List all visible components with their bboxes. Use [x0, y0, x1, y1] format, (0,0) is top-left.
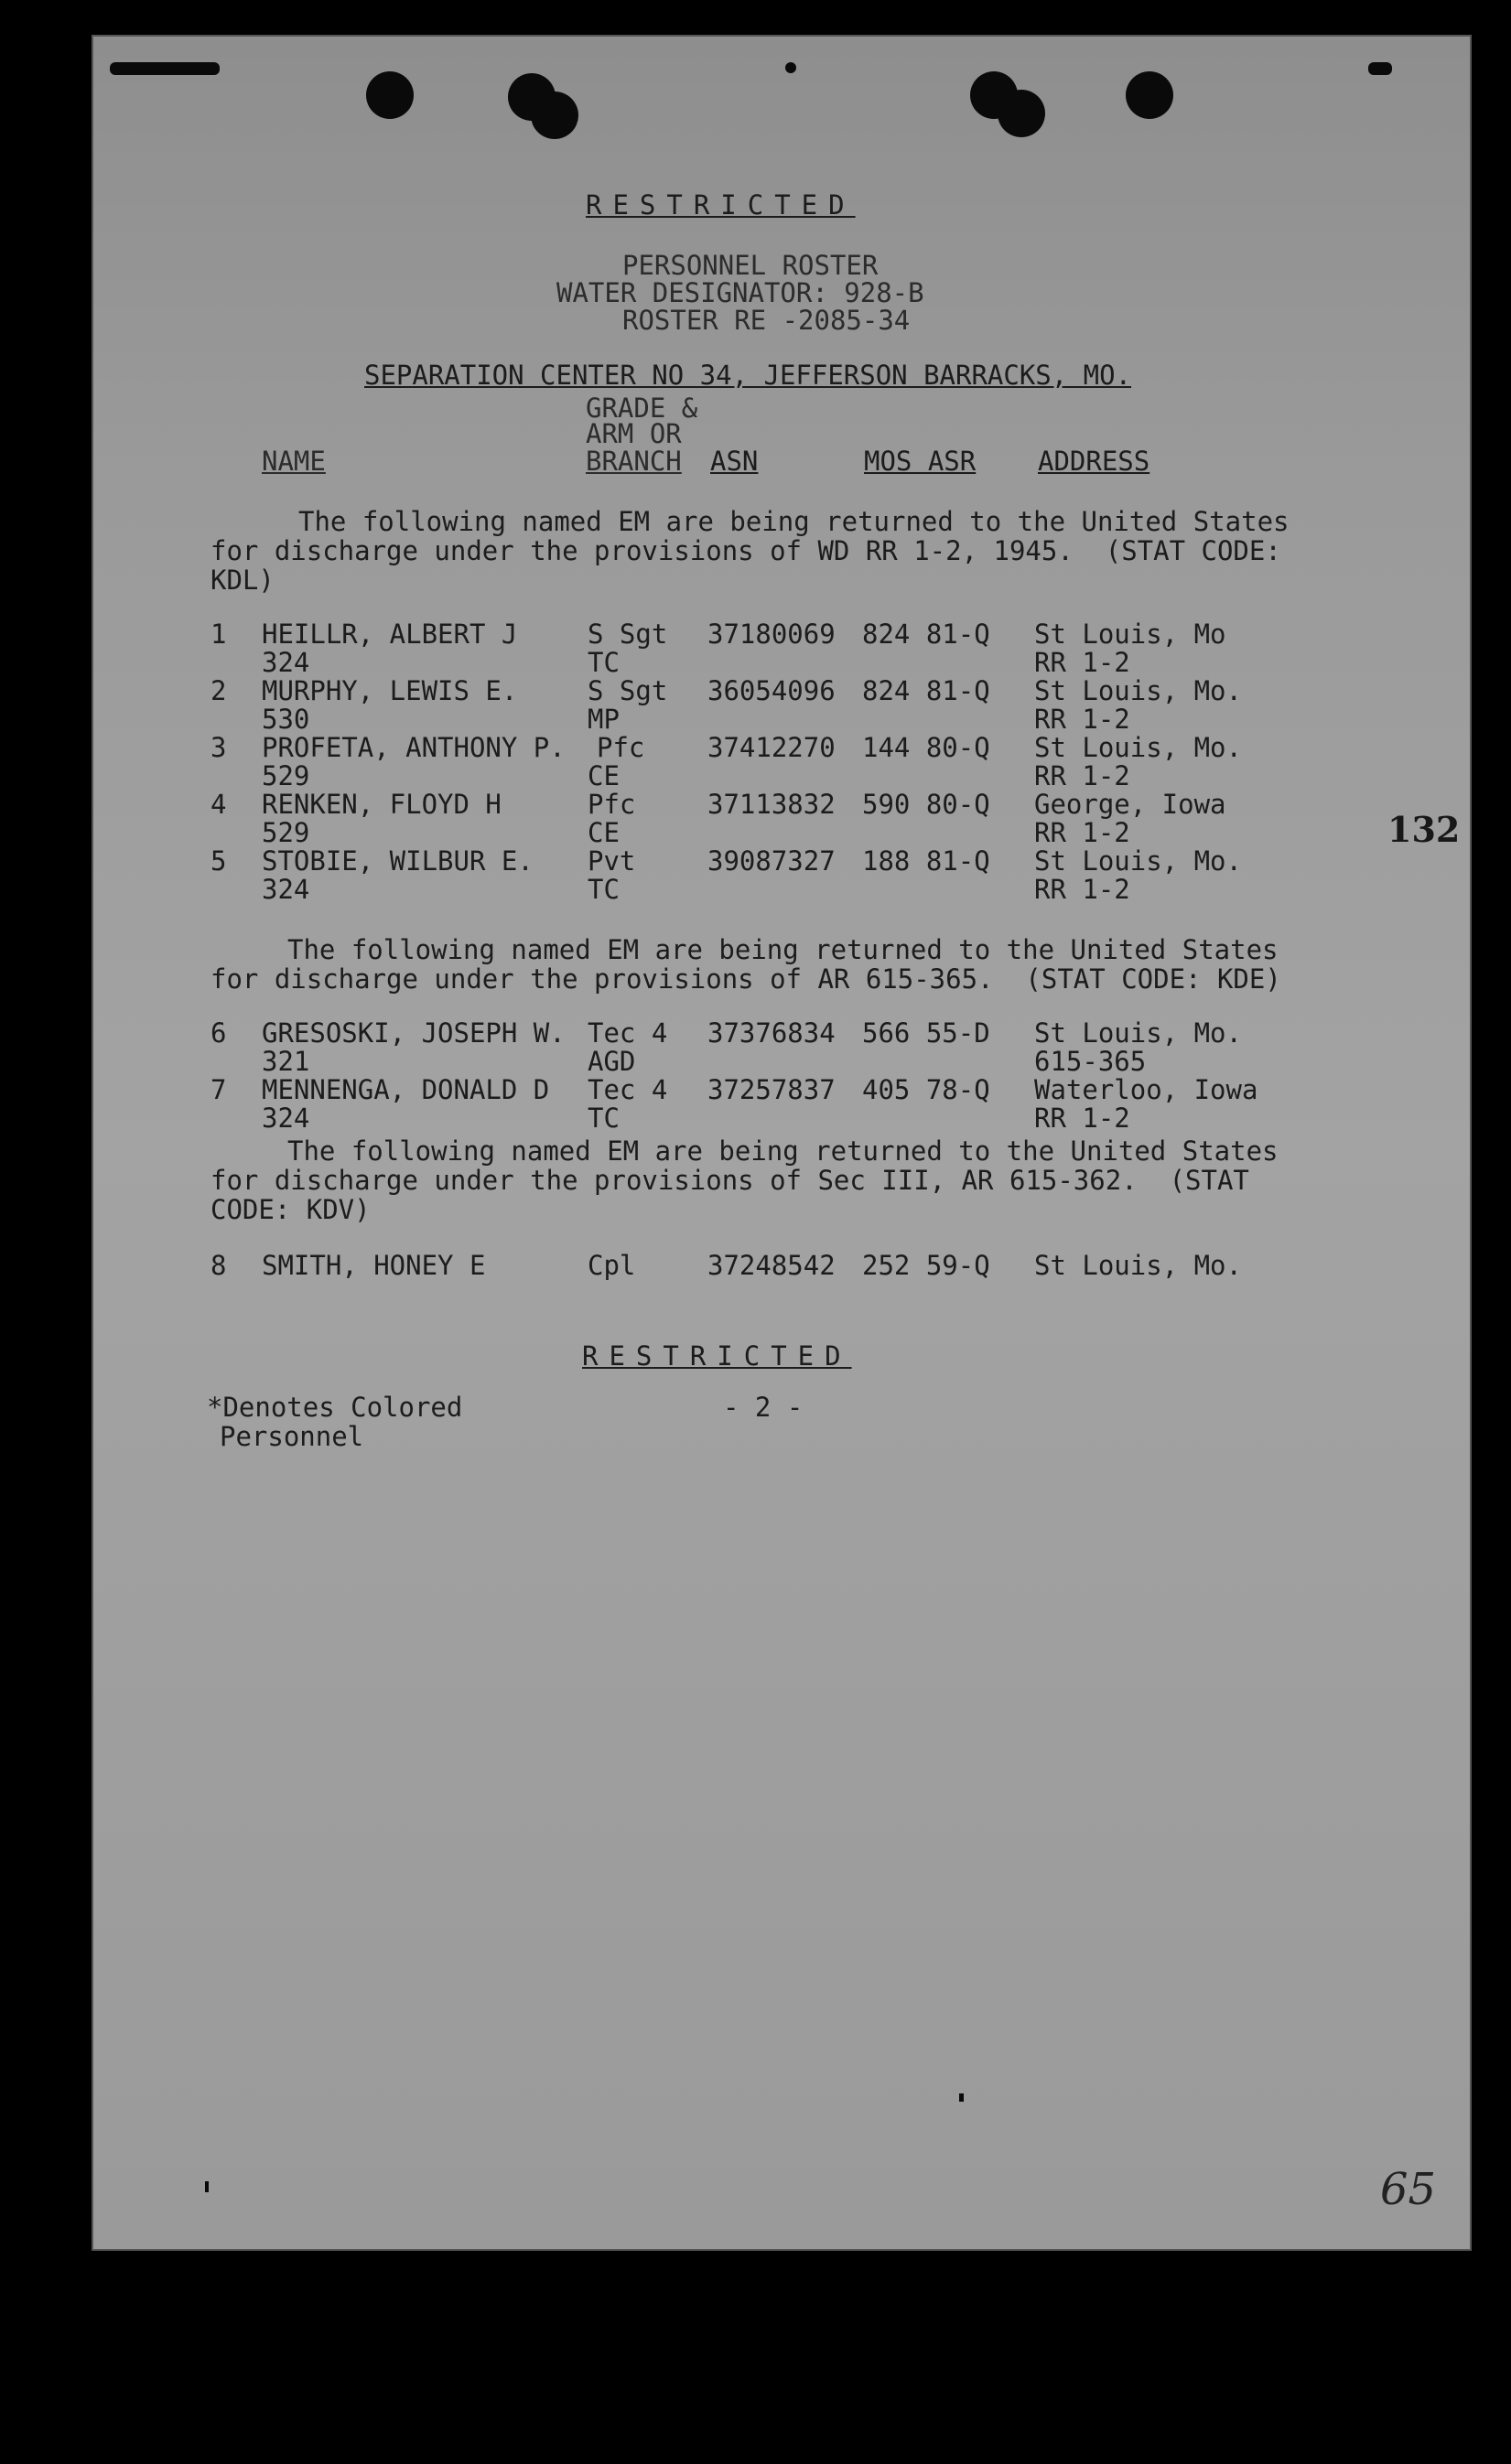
grade: S Sgt	[588, 675, 668, 706]
mos-asr: 824 81-Q	[862, 675, 990, 706]
row-number: 8	[210, 1250, 227, 1281]
row-number: 3	[210, 732, 227, 763]
branch: TC	[588, 1103, 620, 1134]
asn: 37180069	[707, 619, 836, 650]
roster-row	[210, 847, 1400, 906]
roster-row	[210, 791, 1400, 849]
grade: Tec 4	[588, 1017, 668, 1049]
punch-hole	[531, 91, 578, 139]
asn: 37113832	[707, 789, 836, 820]
soldier-name: HEILLR, ALBERT J	[262, 619, 518, 650]
unit-code: 529	[262, 817, 310, 848]
stamped-number: 132	[1387, 809, 1461, 850]
column-address: ADDRESS	[1038, 446, 1150, 477]
paragraph-line: The following named EM are being returned to the United States	[287, 934, 1279, 965]
column-name: NAME	[262, 446, 326, 477]
footnote: Personnel	[220, 1421, 364, 1452]
roster-row	[210, 677, 1400, 736]
roster-row	[210, 1076, 1400, 1135]
asn: 37412270	[707, 732, 836, 763]
address-note: RR 1-2	[1034, 817, 1130, 848]
grade: S Sgt	[588, 619, 668, 650]
mos-asr: 566 55-D	[862, 1017, 990, 1049]
soldier-name: SMITH, HONEY E	[262, 1250, 486, 1281]
column-grade: GRADE &	[586, 393, 698, 424]
torn-edge	[1368, 62, 1392, 75]
soldier-name: RENKEN, FLOYD H	[262, 789, 502, 820]
address-note: RR 1-2	[1034, 647, 1130, 678]
asn: 36054096	[707, 675, 836, 706]
address-note: RR 1-2	[1034, 704, 1130, 735]
paragraph-line: The following named EM are being returned to the United States	[298, 506, 1290, 537]
mos-asr: 252 59-Q	[862, 1250, 990, 1281]
unit-code: 321	[262, 1046, 310, 1077]
unit-code: 529	[262, 760, 310, 791]
column-branch: BRANCH	[586, 446, 682, 477]
column-grade: ARM OR	[586, 418, 682, 449]
paragraph-line: for discharge under the provisions of AR 615-365. (STAT CODE: KDE)	[210, 963, 1281, 995]
branch: CE	[588, 760, 620, 791]
address: Waterloo, Iowa	[1034, 1074, 1258, 1105]
footnote: *Denotes Colored	[207, 1392, 463, 1423]
ink-speck	[785, 62, 796, 73]
mos-asr: 405 78-Q	[862, 1074, 990, 1105]
grade: Pfc	[588, 789, 636, 820]
paragraph-line: KDL)	[210, 565, 275, 596]
row-number: 1	[210, 619, 227, 650]
column-asn: ASN	[710, 446, 759, 477]
paragraph-line: for discharge under the provisions of Sec III, AR 615-362. (STAT	[210, 1165, 1249, 1196]
asn: 37257837	[707, 1074, 836, 1105]
address: St Louis, Mo.	[1034, 675, 1242, 706]
asn: 37376834	[707, 1017, 836, 1049]
ink-speck	[959, 2093, 964, 2102]
paragraph-line: The following named EM are being returned to the United States	[287, 1135, 1279, 1167]
paragraph-line: CODE: KDV)	[210, 1194, 371, 1225]
soldier-name: PROFETA, ANTHONY P.	[262, 732, 566, 763]
column-mos-asr: MOS ASR	[864, 446, 977, 477]
mos-asr: 188 81-Q	[862, 845, 990, 877]
unit-code: 324	[262, 874, 310, 905]
branch: MP	[588, 704, 620, 735]
address-note: RR 1-2	[1034, 874, 1130, 905]
branch: TC	[588, 874, 620, 905]
page-number: - 2 -	[723, 1392, 804, 1423]
grade: Pvt	[588, 845, 636, 877]
punch-hole	[1126, 71, 1173, 119]
mos-asr: 144 80-Q	[862, 732, 990, 763]
address: St Louis, Mo.	[1034, 845, 1242, 877]
handwritten-page-number: 65	[1380, 2164, 1437, 2215]
address: George, Iowa	[1034, 789, 1226, 820]
address-note: 615-365	[1034, 1046, 1147, 1077]
soldier-name: GRESOSKI, JOSEPH W.	[262, 1017, 566, 1049]
unit-code: 324	[262, 647, 310, 678]
address: St Louis, Mo.	[1034, 732, 1242, 763]
torn-edge	[110, 62, 220, 75]
soldier-name: MURPHY, LEWIS E.	[262, 675, 518, 706]
row-number: 2	[210, 675, 227, 706]
roster-row	[210, 620, 1400, 679]
grade: Tec 4	[588, 1074, 668, 1105]
paragraph-line: for discharge under the provisions of WD RR 1-2, 1945. (STAT CODE:	[210, 535, 1281, 566]
mos-asr: 590 80-Q	[862, 789, 990, 820]
grade: Pfc	[597, 732, 645, 763]
address: St Louis, Mo	[1034, 619, 1226, 650]
address-note: RR 1-2	[1034, 1103, 1130, 1134]
roster-row	[210, 1252, 1400, 1310]
punch-hole	[366, 71, 414, 119]
title-line: PERSONNEL ROSTER	[622, 250, 879, 281]
restricted-header: RESTRICTED	[586, 189, 856, 221]
soldier-name: STOBIE, WILBUR E.	[262, 845, 534, 877]
grade: Cpl	[588, 1250, 636, 1281]
water-designator: WATER DESIGNATOR: 928-B	[556, 277, 924, 308]
row-number: 5	[210, 845, 227, 877]
ink-speck	[205, 2181, 209, 2192]
restricted-footer: RESTRICTED	[582, 1340, 852, 1372]
roster-row	[210, 734, 1400, 792]
address: St Louis, Mo.	[1034, 1250, 1242, 1281]
mos-asr: 824 81-Q	[862, 619, 990, 650]
soldier-name: MENNENGA, DONALD D	[262, 1074, 550, 1105]
address-note: RR 1-2	[1034, 760, 1130, 791]
row-number: 4	[210, 789, 227, 820]
row-number: 7	[210, 1074, 227, 1105]
punch-hole	[998, 90, 1045, 137]
unit-code: 530	[262, 704, 310, 735]
branch: AGD	[588, 1046, 636, 1077]
address: St Louis, Mo.	[1034, 1017, 1242, 1049]
branch: TC	[588, 647, 620, 678]
unit-code: 324	[262, 1103, 310, 1134]
separation-center-title: SEPARATION CENTER NO 34, JEFFERSON BARRACKS, MO.	[364, 360, 1132, 391]
row-number: 6	[210, 1017, 227, 1049]
asn: 39087327	[707, 845, 836, 877]
branch: CE	[588, 817, 620, 848]
roster-row	[210, 1019, 1400, 1078]
asn: 37248542	[707, 1250, 836, 1281]
document-sheet	[92, 35, 1472, 2251]
roster-number: ROSTER RE -2085-34	[622, 305, 911, 336]
